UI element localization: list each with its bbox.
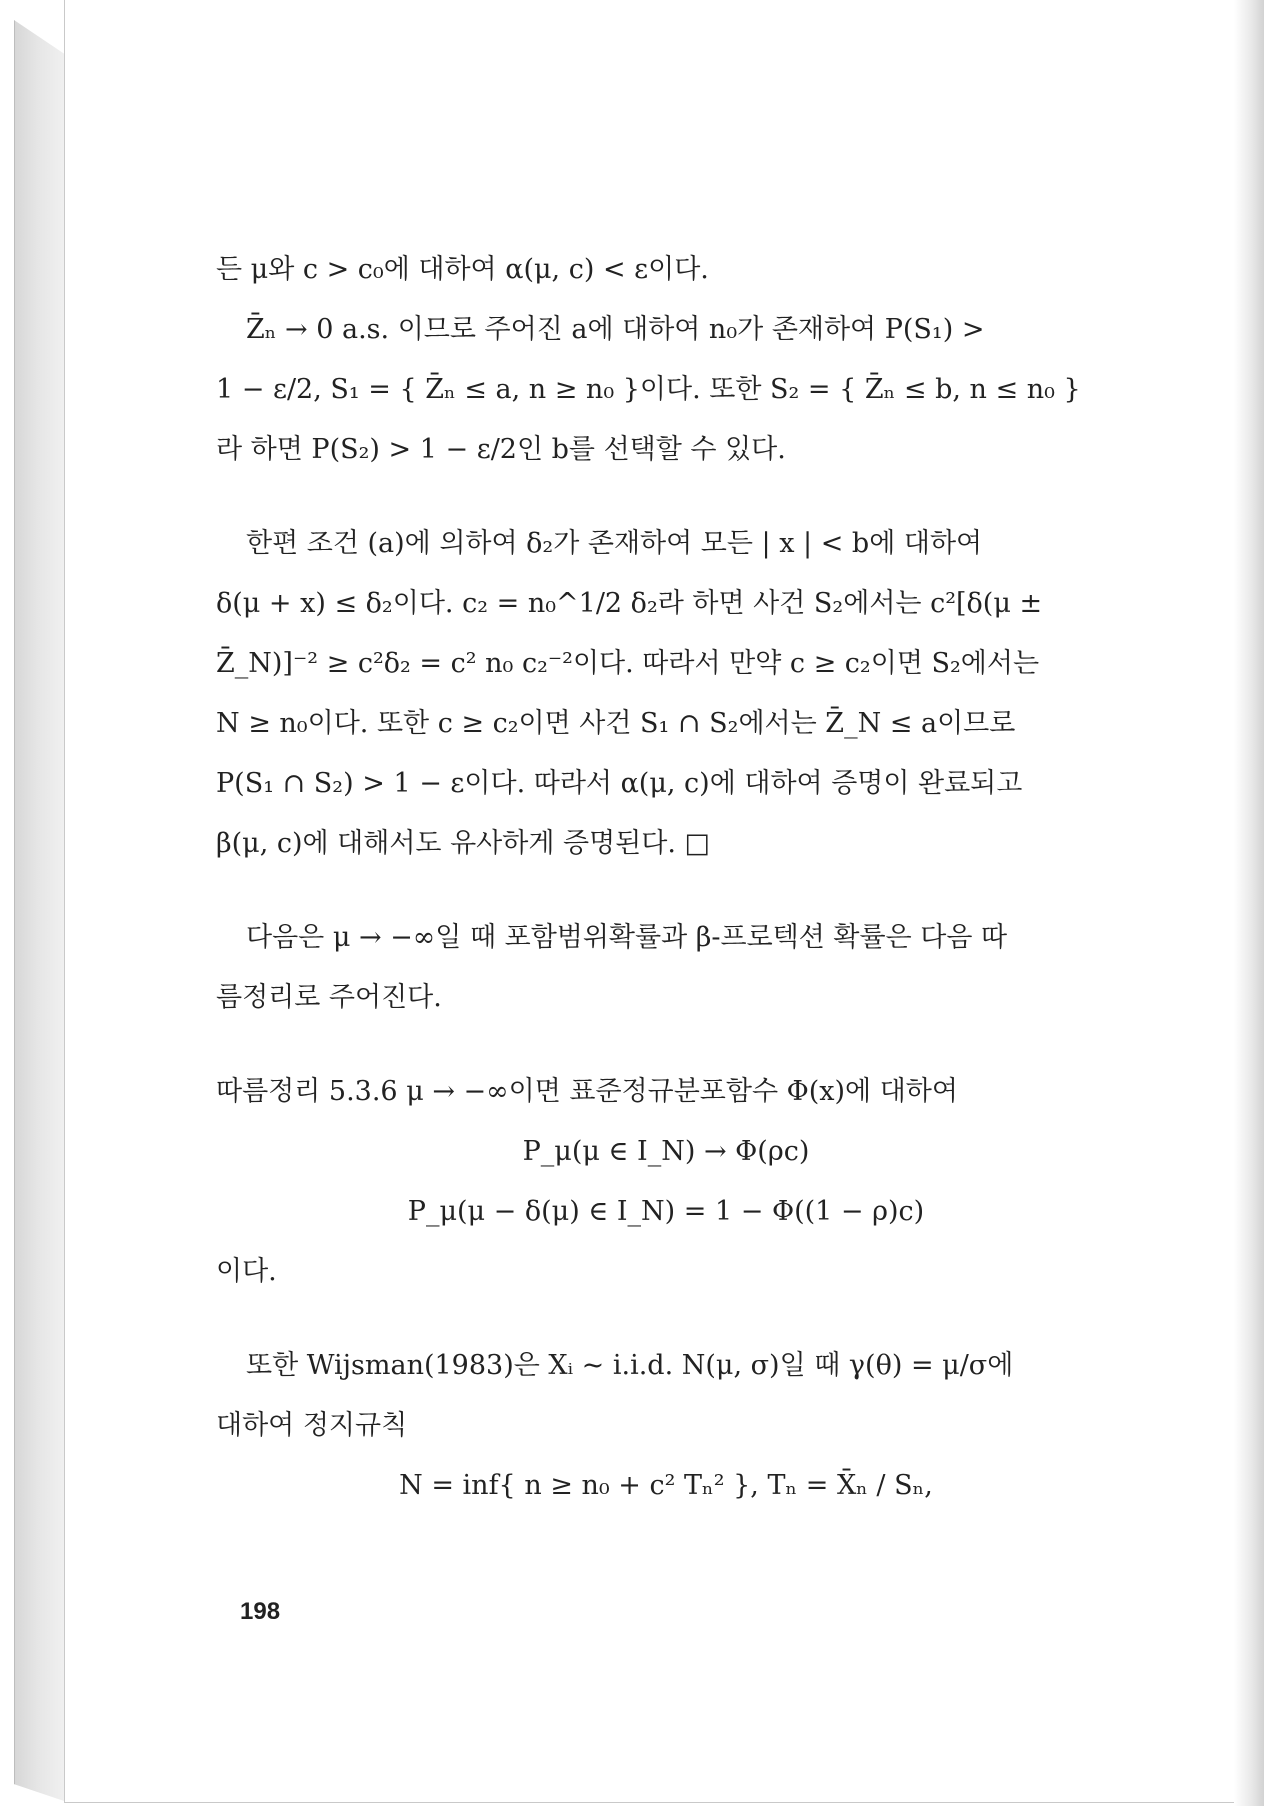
text-line: P(S₁ ∩ S₂) > 1 − ε이다. 따라서 α(μ, c)에 대하여 증명이 완료되고 <box>216 768 1023 799</box>
paragraph-gap <box>216 480 1116 514</box>
text-line: 름정리로 주어진다. <box>216 982 442 1013</box>
text-line: 이다. <box>216 1256 277 1287</box>
text-line: 1 − ε/2, S₁ = { Z̄ₙ ≤ a, n ≥ n₀ }이다. 또한 S₂ = { Z̄ₙ ≤ b, n ≤ n₀ } <box>216 374 1081 405</box>
paragraph-gap <box>216 874 1116 908</box>
text-line: δ(μ + x) ≤ δ₂이다. c₂ = n₀^1/2 δ₂라 하면 사건 S₂에서는 c²[δ(μ ± <box>216 588 1043 619</box>
text-line: 다음은 μ → −∞일 때 포함범위확률과 β-프로텍션 확률은 다음 따 <box>246 922 1008 953</box>
text-line: β(μ, c)에 대해서도 유사하게 증명된다. □ <box>216 828 710 859</box>
text-line: 라 하면 P(S₂) > 1 − ε/2인 b를 선택할 수 있다. <box>216 434 786 465</box>
paragraph-gap <box>216 1302 1116 1336</box>
paragraph-gap <box>216 1028 1116 1062</box>
formula-line: P_μ(μ − δ(μ) ∈ I_N) = 1 − Φ((1 − ρ)c) <box>407 1196 925 1227</box>
corollary-heading: 따름정리 5.3.6 μ → −∞이면 표준정규분포함수 Φ(x)에 대하여 <box>216 1076 958 1107</box>
text-line: 대하여 정지규칙 <box>216 1410 408 1441</box>
book-spine-edge <box>14 20 67 1802</box>
text-line: Z̄_N)]⁻² ≥ c²δ₂ = c² n₀ c₂⁻²이다. 따라서 만약 c ≥ c₂이면 S₂에서는 <box>216 648 1040 679</box>
text-line: 또한 Wijsman(1983)은 Xᵢ ~ i.i.d. N(μ, σ)일 때 γ(θ) = μ/σ에 <box>246 1350 1014 1381</box>
formula-line: P_μ(μ ∈ I_N) → Φ(ρc) <box>522 1136 810 1167</box>
text-line: 한편 조건 (a)에 의하여 δ₂가 존재하여 모든 | x | < b에 대하여 <box>246 528 983 559</box>
page-right-shadow <box>1234 0 1264 1806</box>
text-line: Z̄ₙ → 0 a.s. 이므로 주어진 a에 대하여 n₀가 존재하여 P(S₁) > <box>246 314 985 345</box>
text-line: N ≥ n₀이다. 또한 c ≥ c₂이면 사건 S₁ ∩ S₂에서는 Z̄_N ≤ a이므로 <box>216 708 1016 739</box>
formula-line: N = inf{ n ≥ n₀ + c² Tₙ² }, Tₙ = X̄ₙ / Sₙ, <box>399 1470 933 1501</box>
page-text-block <box>216 240 1116 1516</box>
text-line: 든 μ와 c > c₀에 대하여 α(μ, c) < ε이다. <box>216 254 709 285</box>
page-number: 198 <box>240 1598 281 1625</box>
